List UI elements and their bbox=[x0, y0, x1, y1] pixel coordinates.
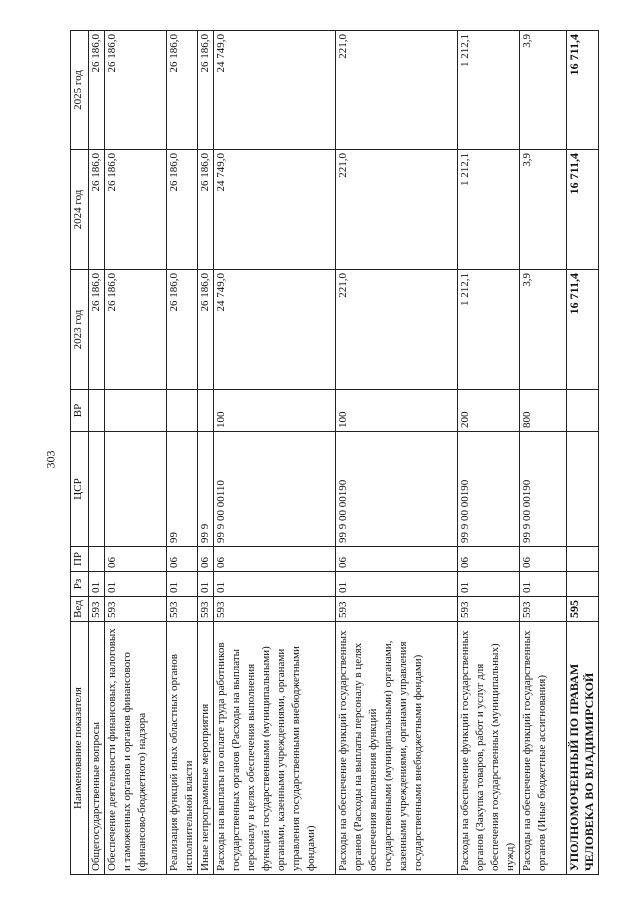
row-ved: 593 bbox=[336, 596, 458, 621]
header-row bbox=[71, 30, 89, 874]
page-number: 303 bbox=[43, 450, 58, 469]
row-name: Иные непрограммные мероприятия bbox=[198, 621, 214, 874]
row-2023: 26 186,0 bbox=[167, 269, 198, 389]
row-ved: 593 bbox=[458, 596, 520, 621]
row-2025: 26 186,0 bbox=[198, 30, 214, 149]
row-2025: 26 186,0 bbox=[89, 30, 105, 149]
row-rz bbox=[567, 571, 599, 596]
row-rz: 01 bbox=[89, 571, 105, 596]
table-row bbox=[458, 30, 520, 874]
row-2024: 26 186,0 bbox=[89, 149, 105, 269]
row-vr bbox=[105, 389, 167, 431]
row-2024: 221,0 bbox=[336, 149, 458, 269]
row-2024: 3,9 bbox=[520, 149, 567, 269]
row-2023: 1 212,1 bbox=[458, 269, 520, 389]
row-vr: 100 bbox=[336, 389, 458, 431]
row-ved: 593 bbox=[198, 596, 214, 621]
row-pr: 06 bbox=[458, 546, 520, 571]
row-rz: 01 bbox=[214, 571, 336, 596]
row-rz: 01 bbox=[520, 571, 567, 596]
row-name: Расходы на обеспечение функций государственных органов (Иные бюджетные ассигнования) bbox=[520, 621, 567, 874]
row-name: Расходы на выплаты по оплате труда работников государственных органов (Расходы на выплаты персоналу в целях обеспечения выполнения функций государственными (муниципальными) органами, казенными учреждениями, органами управления государственными внебюджетными фондами) bbox=[214, 621, 336, 874]
row-2023: 221,0 bbox=[336, 269, 458, 389]
row-ved: 593 bbox=[167, 596, 198, 621]
row-csr: 99 9 bbox=[198, 431, 214, 546]
row-pr: 06 bbox=[167, 546, 198, 571]
row-name: Расходы на обеспечение функций государственных органов (Закупка товаров, работ и услуг для обеспечения государственных (муниципальных) нужд) bbox=[458, 621, 520, 874]
row-csr: 99 9 00 00110 bbox=[214, 431, 336, 546]
row-pr bbox=[567, 546, 599, 571]
row-2025: 1 212,1 bbox=[458, 30, 520, 149]
col-header-2024: 2024 год bbox=[71, 149, 89, 269]
row-2024: 26 186,0 bbox=[167, 149, 198, 269]
rotated-page-content bbox=[70, 31, 608, 875]
table-row bbox=[520, 30, 567, 874]
row-name: Обеспечение деятельности финансовых, налоговых и таможенных органов и органов финансового (финансово-бюджетного) надзора bbox=[105, 621, 167, 874]
table-row bbox=[105, 30, 167, 874]
row-2024: 16 711,4 bbox=[567, 149, 599, 269]
row-2025: 26 186,0 bbox=[105, 30, 167, 149]
row-vr: 100 bbox=[214, 389, 336, 431]
table-row bbox=[198, 30, 214, 874]
row-2025: 16 711,4 bbox=[567, 30, 599, 149]
row-ved: 593 bbox=[89, 596, 105, 621]
row-csr: 99 bbox=[167, 431, 198, 546]
row-csr bbox=[567, 431, 599, 546]
col-header-vr: ВР bbox=[71, 389, 89, 431]
col-header-pr: ПР bbox=[71, 546, 89, 571]
row-rz: 01 bbox=[458, 571, 520, 596]
row-pr: 06 bbox=[520, 546, 567, 571]
budget-table bbox=[70, 30, 599, 875]
row-pr: 06 bbox=[214, 546, 336, 571]
row-pr bbox=[89, 546, 105, 571]
row-name: Общегосударственные вопросы bbox=[89, 621, 105, 874]
row-csr: 99 9 00 00190 bbox=[458, 431, 520, 546]
row-csr bbox=[89, 431, 105, 546]
row-2023: 24 749,0 bbox=[214, 269, 336, 389]
row-rz: 01 bbox=[336, 571, 458, 596]
row-vr bbox=[198, 389, 214, 431]
row-csr: 99 9 00 00190 bbox=[520, 431, 567, 546]
table-row bbox=[214, 30, 336, 874]
row-pr: 06 bbox=[198, 546, 214, 571]
row-ved: 593 bbox=[214, 596, 336, 621]
col-header-ved: Вед bbox=[71, 596, 89, 621]
table-row bbox=[167, 30, 198, 874]
row-pr: 06 bbox=[336, 546, 458, 571]
row-vr: 800 bbox=[520, 389, 567, 431]
col-header-2025: 2025 год bbox=[71, 30, 89, 149]
row-vr: 200 bbox=[458, 389, 520, 431]
row-2023: 3,9 bbox=[520, 269, 567, 389]
row-ved: 595 bbox=[567, 596, 599, 621]
row-csr: 99 9 00 00190 bbox=[336, 431, 458, 546]
row-2023: 16 711,4 bbox=[567, 269, 599, 389]
table-row bbox=[336, 30, 458, 874]
row-vr bbox=[89, 389, 105, 431]
row-pr: 06 bbox=[105, 546, 167, 571]
row-rz: 01 bbox=[105, 571, 167, 596]
row-rz: 01 bbox=[198, 571, 214, 596]
row-ved: 593 bbox=[520, 596, 567, 621]
col-header-2023: 2023 год bbox=[71, 269, 89, 389]
row-name: УПОЛНОМОЧЕННЫЙ ПО ПРАВАМ ЧЕЛОВЕКА ВО ВЛАДИМИРСКОЙ bbox=[567, 621, 599, 874]
row-csr bbox=[105, 431, 167, 546]
row-2023: 26 186,0 bbox=[198, 269, 214, 389]
row-vr bbox=[567, 389, 599, 431]
row-name: Реализация функций иных областных органов исполнительной власти bbox=[167, 621, 198, 874]
row-2024: 26 186,0 bbox=[105, 149, 167, 269]
row-vr bbox=[167, 389, 198, 431]
table-row bbox=[89, 30, 105, 874]
row-2025: 24 749,0 bbox=[214, 30, 336, 149]
col-header-rz: Рз bbox=[71, 571, 89, 596]
row-2024: 24 749,0 bbox=[214, 149, 336, 269]
row-2023: 26 186,0 bbox=[89, 269, 105, 389]
col-header-name: Наименование показателя bbox=[71, 621, 89, 874]
row-name: Расходы на обеспечение функций государственных органов (Расходы на выплаты персоналу в целях обеспечения выполнения функций государственными (муниципальными) органами, казенными учреждениями, органами управления государственными внебюджетными фондами) bbox=[336, 621, 458, 874]
col-header-csr: ЦСР bbox=[71, 431, 89, 546]
table-row bbox=[567, 30, 599, 874]
row-2025: 3,9 bbox=[520, 30, 567, 149]
row-ved: 593 bbox=[105, 596, 167, 621]
row-rz: 01 bbox=[167, 571, 198, 596]
row-2025: 26 186,0 bbox=[167, 30, 198, 149]
row-2023: 26 186,0 bbox=[105, 269, 167, 389]
row-2025: 221,0 bbox=[336, 30, 458, 149]
row-2024: 1 212,1 bbox=[458, 149, 520, 269]
row-2024: 26 186,0 bbox=[198, 149, 214, 269]
